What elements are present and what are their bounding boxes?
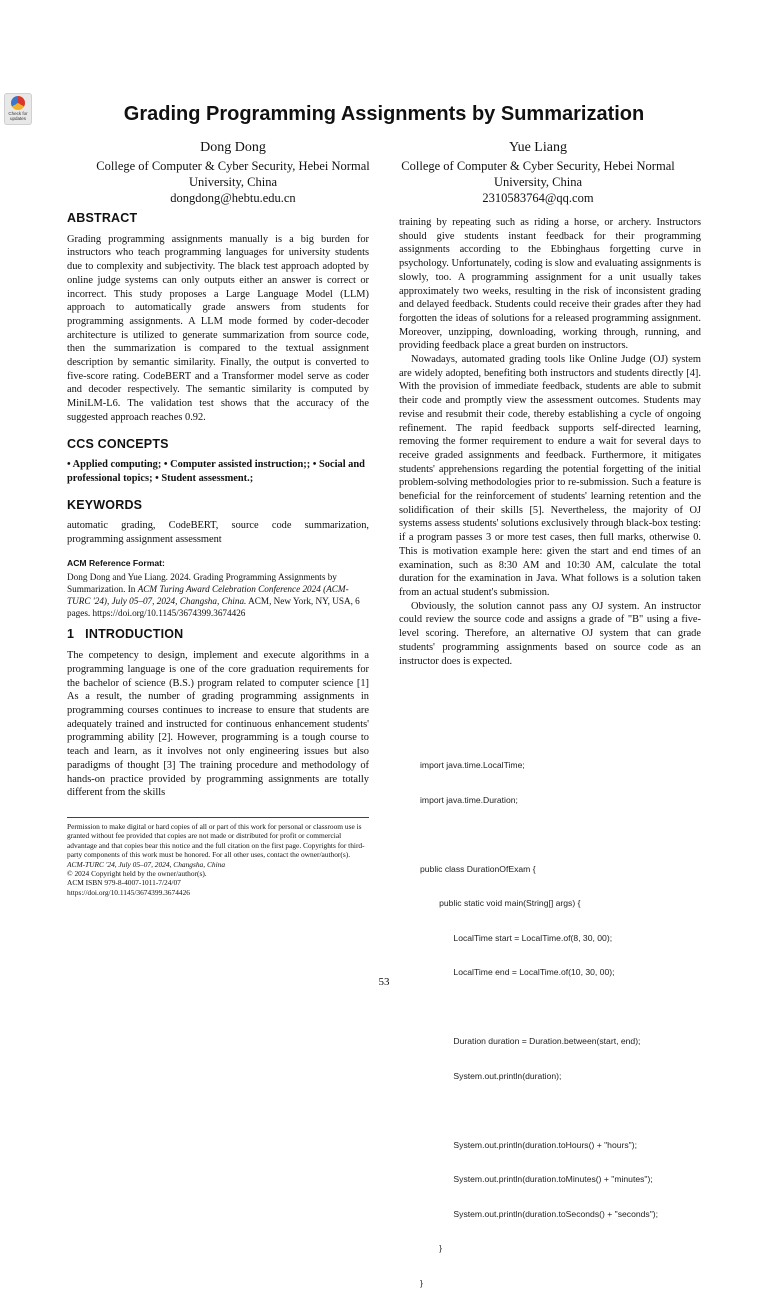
author-name: Yue Liang [509, 140, 567, 155]
isbn-line: ACM ISBN 979-8-4007-1011-7/24/07 [67, 878, 181, 888]
left-column [67, 212, 369, 800]
author-name: Dong Dong [200, 140, 266, 155]
abstract-text: Grading programming assignments manually is a big burden for instructors who teach programming languages for university students due to complexity and subjectivity. The black test approach adopted by online judge systems can only outputs either an answer is correct or incorrect. This study proposes a Large Language Model (LLM) approach to automatically grade answers from students for programming assignments. A LLM mode formed by coder-decoder architecture is utilized to generate summarization from source code, then the summarization is compared to the textual assignment description by semantic similarity. Finally, the output is converted to five-score rating. CodeBERT and a Transformer model serve as coder and decoder respectively. The semantic similarity is computed by MiniLM-L6. The validation test shows that the accuracy of the suggested approach reaches 0.92. [67, 233, 369, 423]
introduction-heading: 1 INTRODUCTION [67, 627, 184, 642]
code-line: import java.time.LocalTime; [420, 760, 525, 770]
code-line: } [420, 1243, 442, 1253]
author-email[interactable]: dongdong@hebtu.edu.cn [170, 191, 296, 205]
keywords-text: automatic grading, CodeBERT, source code summarization, programming assignment assessment [67, 520, 369, 546]
introduction-paragraph: The competency to design, implement and execute algorithms in a programming language is one of the core graduation requirements for the bachelor of science (B.S.) program related to computer science [1] As a result, the number of grading programming assignments in programming courses continues to increase to ensure that students are adequately trained and instructed for continuous enhancement students' programming ability [2]. However, programming is a tough course to teach and learn, as it involves not only engineering issues but also paradigms of thought [3] The training procedure and methodology of hands-on practice provided by programming assignments are totally different from the skills [67, 650, 369, 799]
badge-label: Check for updates [8, 111, 28, 121]
code-line: System.out.println(duration.toSeconds() + "seconds"); [420, 1208, 658, 1219]
author-email[interactable]: 2310583764@qq.com [482, 191, 594, 205]
author-affiliation: University, China [493, 175, 583, 189]
ccs-heading: CCS CONCEPTS [67, 436, 169, 451]
code-line [420, 1002, 710, 1014]
doi-link[interactable]: https://doi.org/10.1145/3674399.3674426 [67, 887, 190, 897]
ccs-text: • Applied computing; • Computer assisted instruction;; • Social and professional topics; • Student assessment.; [67, 459, 365, 484]
page-number: 53 [378, 976, 390, 988]
author-affiliation: College of Computer & Cyber Security, Hebei Normal [96, 159, 370, 173]
abstract-heading: ABSTRACT [67, 211, 138, 225]
body-paragraph: Obviously, the solution cannot pass any OJ system. An instructor could review the source code and assigns a grade of "B" using a five-level scoring. Therefore, an alternative OJ system that can grade students' programming assignments based on source code as an instructor does is expected. [399, 600, 701, 667]
reference-format-text [67, 571, 369, 619]
code-line: import java.time.Duration; [420, 794, 518, 805]
code-line: LocalTime end = LocalTime.of(10, 30, 00); [420, 967, 615, 977]
body-paragraph: training by repeating such as riding a horse, or archery. Instructors should give students instant feedback for their programming assignments according to the Ebbinghaus forgetting curve in psychology. Unfortunately, coding is slow and evaluating assignments is slowly, too. A programming assignment for a unit usually takes approximately two weeks, resulting in the risk of inconsistent grading and delayed feedback. Students could receive their grades after they had forgotten the ideas of solutions for a released programming assignment. Moreover, unzipping, downloading, working through, running, and providing feedback place a great burden on instructors. [399, 217, 701, 352]
body-paragraph: Nowadays, automated grading tools like Online Judge (OJ) system are widely adopted, benefiting both instructors and students directly [4]. With the provision of immediate feedback, students are able to submit their code and promptly view the assessment outcomes. Students may revise and resubmit their code, thereby establishing a cycle of ongoing refinement. The rapid feedback supports self-directed learning, removing the former requirement to endure a wait for several days to receive graded assignments and feedback. Furthermore, it mitigates students' apprehensions regarding the potential forgetting of the initial problem-solving methodologies prior to re-submission. Such a feature is beneficial for the reinforcement of students' learning retention and the solidification of their skills [5]. Nevertheless, the majority of OJ systems assess students' solutions exclusively through black-box testing: if a program passes 3 or more test cases, then full marks, otherwise 0. This is motivation example here: given the start and end times of an examination, such as 8:30 AM and 10:30 AM, calculate the total duration for the examination in Java. What follows is a solution taken from an actual student's submission. [399, 354, 701, 598]
code-line: System.out.println(duration); [420, 1070, 562, 1081]
author-affiliation: College of Computer & Cyber Security, Hebei Normal [401, 159, 675, 173]
code-listing [420, 737, 710, 1301]
code-line: public static void main(String[] args) { [420, 898, 581, 908]
author-block [388, 140, 688, 206]
code-line: System.out.println(duration.toHours() + "hours"); [420, 1139, 637, 1150]
reference-text: Dong Dong and Yue Liang. 2024. Grading Programming Assignments by Summarization. In [67, 572, 337, 595]
paper-title: Grading Programming Assignments by Summarization [123, 103, 645, 125]
code-line: public class DurationOfExam { [420, 863, 536, 874]
code-line: Duration duration = Duration.between(start, end); [420, 1036, 641, 1046]
reference-venue: ACM Turing Award Celebration Conference 2024 (ACM-TURC '24), July 05–07, 2024, Changsha, China. [67, 584, 349, 607]
code-line: LocalTime start = LocalTime.of(8, 30, 00); [420, 932, 613, 943]
author-affiliation: University, China [188, 175, 278, 189]
reference-format-heading: ACM Reference Format: [67, 557, 165, 568]
copyright-line: © 2024 Copyright held by the owner/author(s). [67, 869, 207, 879]
author-block [83, 140, 383, 206]
permission-notice: Permission to make digital or hard copies of all or part of this work for personal or classroom use is granted without fee provided that copies are not made or distributed for profit or commercial advantage and that copies bear this notice and the full citation on the first page. Copyrights for third-party components of this work must be honored. For all other uses, contact the owner/author(s). [67, 822, 365, 860]
code-line: } [420, 1277, 423, 1288]
code-line [420, 829, 710, 841]
code-line: System.out.println(duration.toMinutes() + "minutes"); [420, 1174, 653, 1184]
code-line [420, 1105, 710, 1117]
right-column [399, 216, 701, 668]
reference-text: ACM, New York, NY, USA, 6 pages. https://doi.org/10.1145/3674399.3674426 [67, 596, 360, 619]
keywords-heading: KEYWORDS [67, 497, 143, 512]
conference-line: ACM-TURC '24, July 05–07, 2024, Changsha, China [67, 859, 226, 869]
copyright-footnote [67, 817, 369, 897]
